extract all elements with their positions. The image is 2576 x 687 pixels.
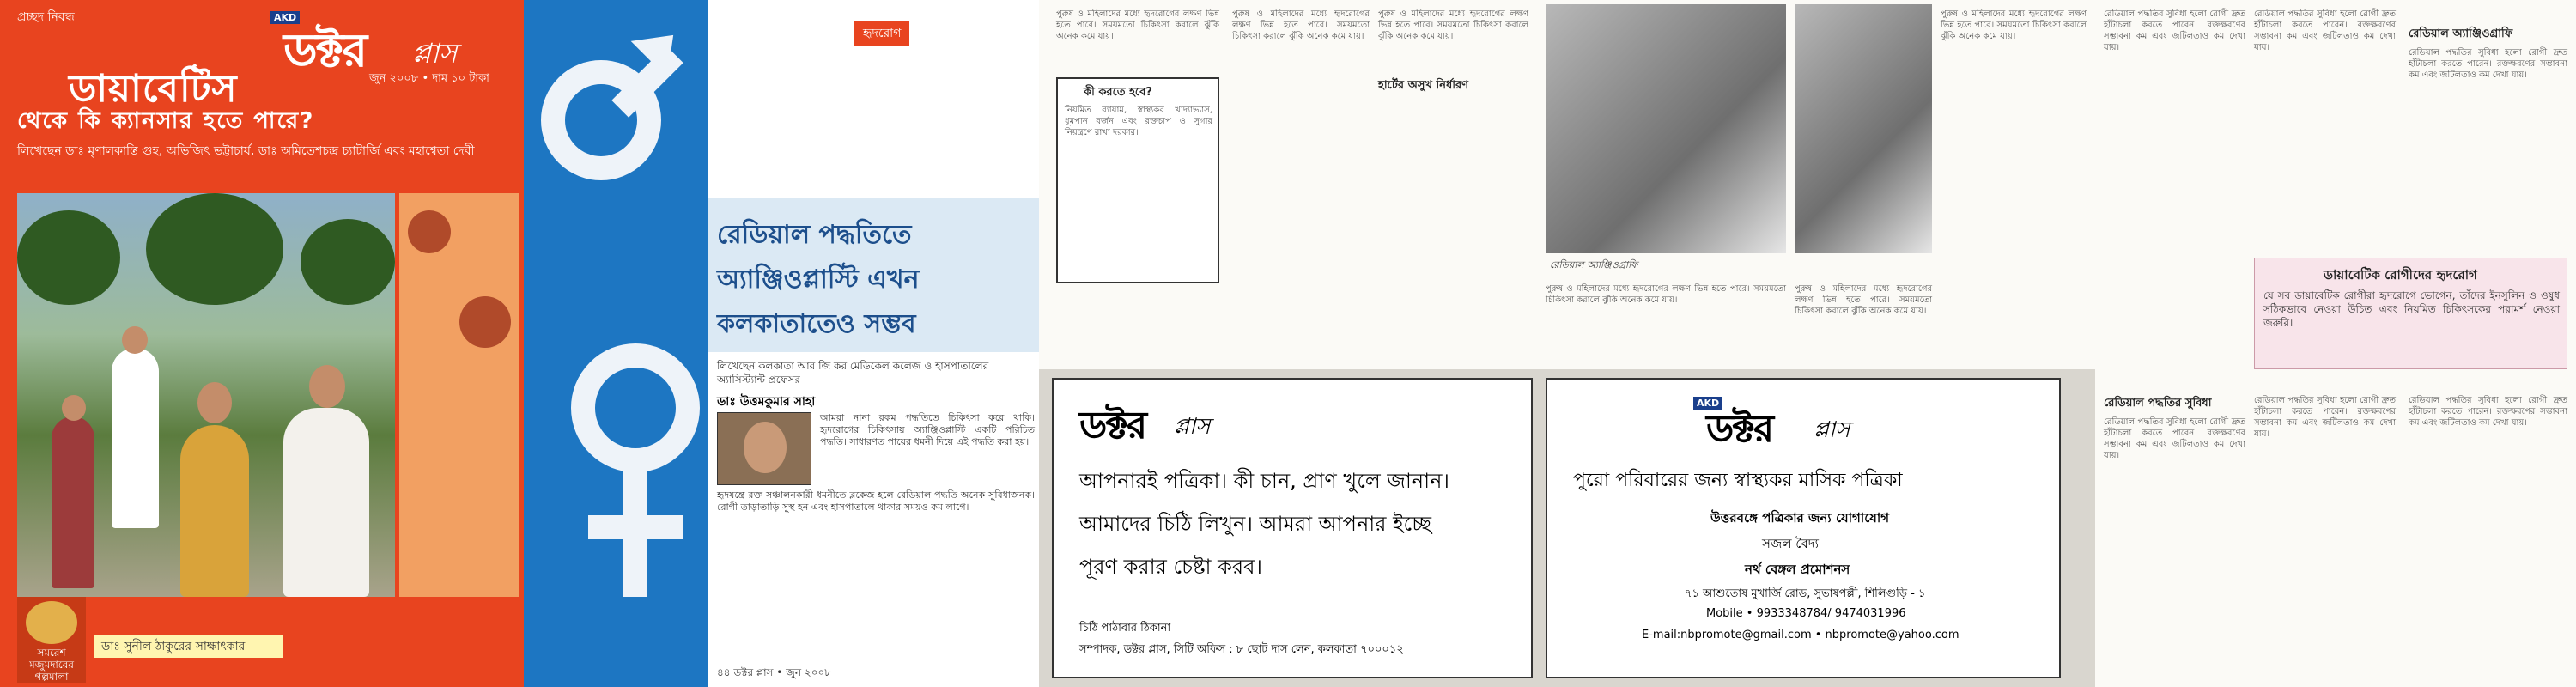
ad-line-3: পূরণ করার চেষ্টা করব। bbox=[1079, 555, 1263, 579]
tree-shape bbox=[301, 219, 395, 305]
procedure-photo bbox=[1546, 4, 1786, 253]
text-page-left bbox=[1039, 0, 1537, 369]
walking-person bbox=[52, 416, 94, 588]
walking-person bbox=[283, 408, 369, 597]
highlight-text: যে সব ডায়াবেটিক রোগীরা হৃদরোগে ভোগেন, তাঁদের ইনসুলিন ও ওষুধ সঠিকভাবে নেওয়া উচিত এবং নিয়মিত চিকিৎসকের পরামর্শ নেওয়া জরুরি। bbox=[2263, 289, 2560, 329]
logo-sub-text: প্লাস bbox=[1174, 414, 1211, 440]
section-heading: হার্টের অসুখ নির্ধারণ bbox=[1378, 79, 1469, 92]
info-box bbox=[1056, 77, 1219, 283]
cover-section-label: প্রচ্ছদ নিবন্ধ bbox=[17, 10, 75, 24]
ad-tagline: পুরো পরিবারের জন্য স্বাস্থ্যকর মাসিক পত্রিকা bbox=[1573, 470, 1903, 491]
tree-shape bbox=[17, 210, 120, 305]
logo-akd-badge: AKD bbox=[1693, 397, 1722, 410]
article-title: রেডিয়াল পদ্ধতিতে অ্যাঞ্জিওপ্লাস্টি এখন কলকাতাতেও সম্ভব bbox=[717, 220, 920, 339]
female-bar-icon bbox=[588, 515, 683, 539]
ad-address: ৭১ আশুতোষ মুখার্জি রোড, সুভাষপল্লী, শিলিগুড়ি - ১ bbox=[1685, 587, 1926, 600]
person-head bbox=[197, 382, 232, 423]
column-text: রেডিয়াল পদ্ধতির সুবিধা হলো রোগী দ্রুত হাঁটাচলা করতে পারেন। রক্তক্ষরণের সম্ভাবনা কম এবং জটিলতাও কম দেখা যায়। bbox=[2409, 48, 2567, 80]
story-badge bbox=[17, 597, 86, 683]
logo-sub-text: প্লাস bbox=[1814, 417, 1850, 443]
logo-main-text: ডক্টর bbox=[1706, 407, 1773, 451]
cover-headline: ডায়াবেটিস bbox=[69, 67, 238, 111]
column-text: রেডিয়াল পদ্ধতির সুবিধা হলো রোগী দ্রুত হাঁটাচলা করতে পারেন। রক্তক্ষরণের সম্ভাবনা কম এবং জটিলতাও কম দেখা যায়। bbox=[2409, 396, 2567, 428]
info-box-text: নিয়মিত ব্যায়াম, স্বাস্থ্যকর খাদ্যাভ্যাস, ধূমপান বর্জন এবং রক্তচাপ ও সুগার নিয়ন্ত্রণে রাখা দরকার। bbox=[1065, 106, 1212, 137]
column-text: পুরুষ ও মহিলাদের মধ্যে হৃদরোগের লক্ষণ ভিন্ন হতে পারে। সময়মতো চিকিৎসা করালে ঝুঁকি অনেক কমে যায়। bbox=[1941, 9, 2087, 41]
highlight-box bbox=[2254, 258, 2567, 369]
female-symbol-icon bbox=[571, 344, 700, 472]
page-footer: ৪৪ ডক্টর প্লাস • জুন ২০০৮ bbox=[717, 666, 832, 678]
decor-circle bbox=[459, 296, 511, 348]
column-text: রেডিয়াল পদ্ধতির সুবিধা হলো রোগী দ্রুত হাঁটাচলা করতে পারেন। রক্তক্ষরণের সম্ভাবনা কম এবং জটিলতাও কম দেখা যায়। bbox=[2254, 396, 2396, 439]
logo-akd-badge: AKD bbox=[270, 11, 300, 24]
person-head bbox=[309, 365, 345, 408]
logo-main-text: ডক্টর bbox=[283, 22, 367, 77]
ad-contact-name: সজল বৈদ্য bbox=[1762, 536, 1819, 551]
ad-line-2: আমাদের চিঠি লিখুন। আমরা আপনার ইচ্ছে bbox=[1079, 512, 1431, 536]
section-heading: রেডিয়াল অ্যাঞ্জিওগ্রাফি bbox=[2409, 27, 2513, 40]
procedure-photo bbox=[1795, 4, 1932, 253]
interview-label: ডাঃ সুনীল ঠাকুরের সাক্ষাৎকার bbox=[94, 635, 283, 658]
portrait-face bbox=[744, 422, 787, 473]
person-head bbox=[62, 395, 86, 421]
male-arrowhead-icon bbox=[631, 17, 692, 78]
article-author: ডাঃ উত্তমকুমার সাহা bbox=[717, 395, 816, 409]
highlight-title: ডায়াবেটিক রোগীদের হৃদরোগ bbox=[2324, 267, 2477, 283]
badge-emblem bbox=[26, 601, 77, 644]
photo-caption: রেডিয়াল অ্যাঞ্জিওগ্রাফি bbox=[1550, 259, 1638, 271]
ad-mobile: Mobile • 9933348784/ 9474031996 bbox=[1706, 607, 1906, 620]
ad-address: সম্পাদক, ডক্টর প্লাস, সিটি অফিস : ৮ ছোট দাস লেন, কলকাতা ৭০০০১২ bbox=[1079, 643, 1404, 656]
tree-shape bbox=[146, 193, 283, 305]
column-text: পুরুষ ও মহিলাদের মধ্যে হৃদরোগের লক্ষণ ভিন্ন হতে পারে। সময়মতো চিকিৎসা করালে ঝুঁকি অনেক কমে যায়। bbox=[1795, 284, 1932, 316]
magazine-cover bbox=[0, 0, 524, 687]
ad-address-title: চিঠি পাঠাবার ঠিকানা bbox=[1079, 622, 1171, 635]
author-portrait bbox=[717, 412, 811, 485]
ad-line-1: আপনারই পত্রিকা। কী চান, প্রাণ খুলে জানান। bbox=[1079, 469, 1449, 493]
column-text: রেডিয়াল পদ্ধতির সুবিধা হলো রোগী দ্রুত হাঁটাচলা করতে পারেন। রক্তক্ষরণের সম্ভাবনা কম এবং জটিলতাও কম দেখা যায়। bbox=[2254, 9, 2396, 52]
section-tag: হৃদরোগ bbox=[854, 21, 909, 46]
logo-sub-text: প্লাস bbox=[412, 37, 458, 70]
person-head bbox=[122, 326, 148, 354]
story-badge-label: সমরেশ মজুমদারের গল্পমালা bbox=[29, 647, 74, 683]
advertisement-letters bbox=[1052, 378, 1533, 678]
column-text: পুরুষ ও মহিলাদের মধ্যে হৃদরোগের লক্ষণ ভিন্ন হতে পারে। সময়মতো চিকিৎসা করালে ঝুঁকি অনেক কমে যায়। bbox=[1232, 9, 1370, 41]
article-intro: আমরা নানা রকম পদ্ধতিতে চিকিৎসা করে থাকি। হৃদরোগের চিকিৎসায় অ্যাঞ্জিওপ্লাস্টি একটি পরিচিত পদ্ধতি। সাধারণত পায়ের ধমনী দিয়ে এই পদ্ধতি করা হয়। bbox=[820, 412, 1035, 447]
ad-org-name: নর্থ বেঙ্গল প্রমোশনস bbox=[1745, 562, 1850, 577]
article-body: হৃদযন্ত্রে রক্ত সঞ্চালনকারী ধমনীতে ব্লকেজ হলে রেডিয়াল পদ্ধতি অনেক সুবিধাজনক। রোগী তাড়াতাড়ি সুস্থ হন এবং হাসপাতালে থাকার সময়ও কম লাগে। bbox=[717, 489, 1035, 513]
text-page-center bbox=[1537, 0, 2095, 369]
info-box-title: কী করতে হবে? bbox=[1084, 86, 1152, 99]
column-text: রেডিয়াল পদ্ধতির সুবিধা হলো রোগী দ্রুত হাঁটাচলা করতে পারেন। রক্তক্ষরণের সম্ভাবনা কম এবং জটিলতাও কম দেখা যায়। bbox=[2104, 9, 2245, 52]
column-text: পুরুষ ও মহিলাদের মধ্যে হৃদরোগের লক্ষণ ভিন্ন হতে পারে। সময়মতো চিকিৎসা করালে ঝুঁকি অনেক কমে যায়। bbox=[1056, 9, 1219, 41]
blue-sidebar bbox=[524, 0, 708, 687]
column-text: পুরুষ ও মহিলাদের মধ্যে হৃদরোগের লক্ষণ ভিন্ন হতে পারে। সময়মতো চিকিৎসা করালে ঝুঁকি অনেক কমে যায়। bbox=[1546, 284, 1786, 305]
cover-authors: লিখেছেন ডাঃ মৃণালকান্তি গুহ, অভিজিৎ ভট্টাচার্য, ডাঃ অমিতেশচন্দ্র চ্যাটার্জি এবং মহাশ্বেতা দেবী bbox=[17, 144, 475, 158]
ad-email: E-mail:nbpromote@gmail.com • nbpromote@yahoo.com bbox=[1642, 629, 1959, 641]
column-text: রেডিয়াল পদ্ধতির সুবিধা হলো রোগী দ্রুত হাঁটাচলা করতে পারেন। রক্তক্ষরণের সম্ভাবনা কম এবং জটিলতাও কম দেখা যায়। bbox=[2104, 417, 2245, 460]
column-text: পুরুষ ও মহিলাদের মধ্যে হৃদরোগের লক্ষণ ভিন্ন হতে পারে। সময়মতো চিকিৎসা করালে ঝুঁকি অনেক কমে যায়। bbox=[1378, 9, 1528, 41]
decor-circle bbox=[408, 210, 451, 253]
cover-logo bbox=[258, 4, 515, 77]
section-heading: রেডিয়াল পদ্ধতির সুবিধা bbox=[2104, 397, 2212, 410]
ad-contact-title: উত্তরবঙ্গে পত্রিকার জন্য যোগাযোগ bbox=[1710, 510, 1890, 526]
cover-photo bbox=[17, 193, 395, 597]
cover-subhead: থেকে কি ক্যানসার হতে পারে? bbox=[17, 108, 315, 134]
article-page bbox=[524, 0, 1039, 687]
walking-person bbox=[112, 348, 159, 528]
text-page-right bbox=[2095, 0, 2576, 687]
cover-side-photo bbox=[399, 193, 519, 597]
logo-main-text: ডক্টর bbox=[1079, 404, 1146, 447]
walking-person bbox=[180, 425, 249, 597]
issue-date-price: জুন ২০০৮ • দাম ১০ টাকা bbox=[369, 72, 489, 85]
article-byline: লিখেছেন কলকাতা আর জি কর মেডিকেল কলেজ ও হাসপাতালের অ্যাসিস্ট্যান্ট প্রফেসর bbox=[717, 360, 989, 386]
advertisement-contact bbox=[1546, 378, 2061, 678]
